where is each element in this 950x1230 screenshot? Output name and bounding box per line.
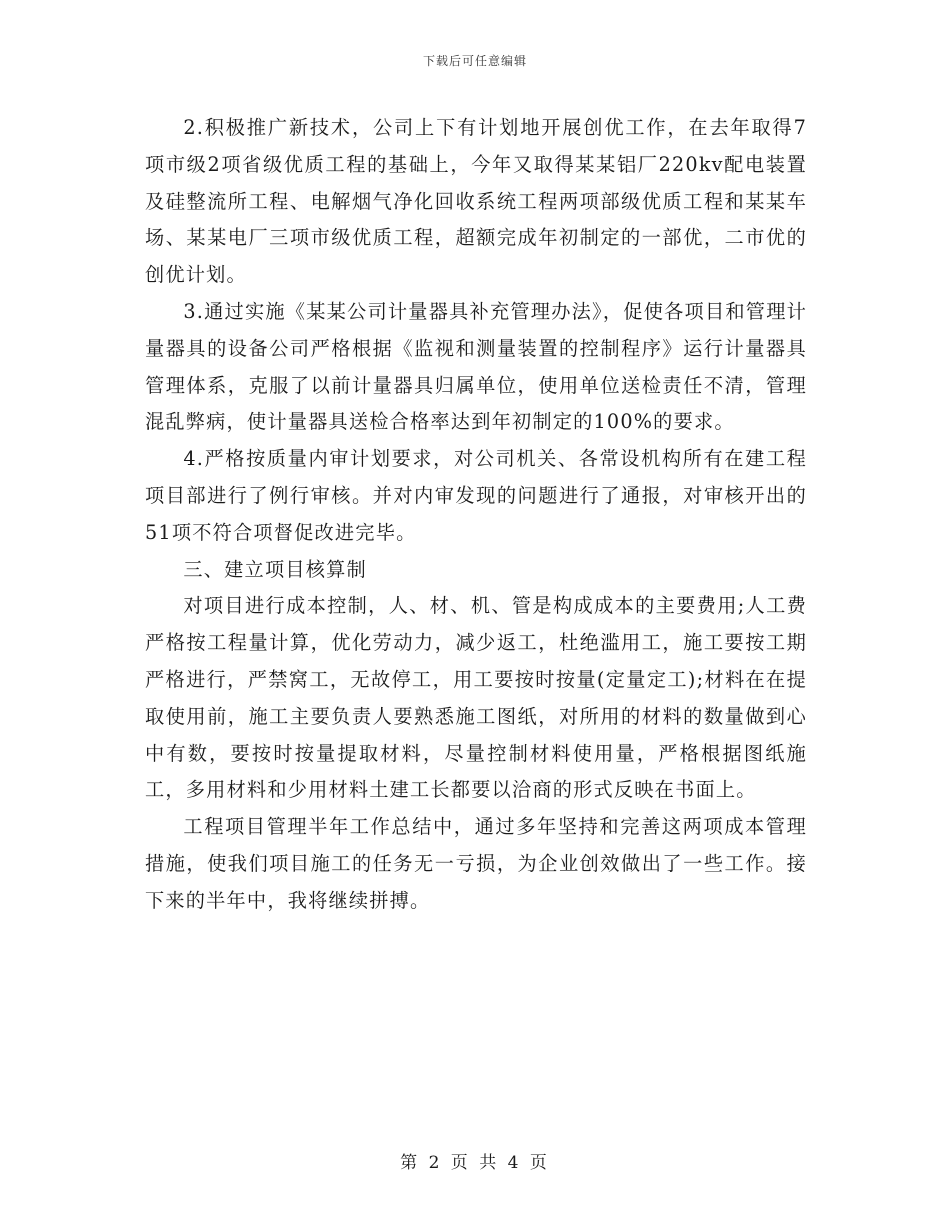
page-number: 第 2 页 共 4 页 — [400, 1153, 550, 1173]
paragraph-item-3: 3.通过实施《某某公司计量器具补充管理办法》，促使各项目和管理计量器具的设备公司严格根据《监视和测量装置的控制程序》运行计量器具管理体系，克服了以前计量器具归属单位，使用单位送检责任不清，管理混乱弊病，使计量器具送检合格率达到年初制定的100%的要求。 — [145, 299, 807, 434]
paragraph-cost-control: 对项目进行成本控制，人、材、机、管是构成成本的主要费用;人工费严格按工程量计算，优化劳动力，减少返工，杜绝滥用工，施工要按工期严格进行，严禁窝工，无故停工，用工要按时按量(定量定工);材料在在提取使用前，施工主要负责人要熟悉施工图纸，对所用的材料的数量做到心中有数，要按时按量提取材料，尽量控制材料使用量，严格根据图纸施工，多用材料和少用材料土建工长都要以洽商的形式反映在书面上。 — [145, 594, 807, 802]
section-heading: 三、建立项目核算制 — [183, 557, 367, 581]
paragraph-summary: 工程项目管理半年工作总结中，通过多年坚持和完善这两项成本管理措施，使我们项目施工的任务无一亏损，为企业创效做出了一些工作。接下来的半年中，我将继续拼搏。 — [145, 815, 807, 912]
page-header: 下载后可任意编辑 — [422, 54, 527, 68]
paragraph-item-2: 2.积极推广新技术，公司上下有计划地开展创优工作，在去年取得7项市级2项省级优质工程的基础上，今年又取得某某铝厂220kv配电装置及硅整流所工程、电解烟气净化回收系统工程两项部级优质工程和某某车场、某某电厂三项市级优质工程，超额完成年初制定的一部优，二市优的创优计划。 — [145, 116, 807, 287]
document-body — [145, 110, 807, 920]
paragraph-item-4: 4.严格按质量内审计划要求，对公司机关、各常设机构所有在建工程项目部进行了例行审核。并对内审发现的问题进行了通报，对审核开出的51项不符合项督促改进完毕。 — [145, 447, 807, 544]
